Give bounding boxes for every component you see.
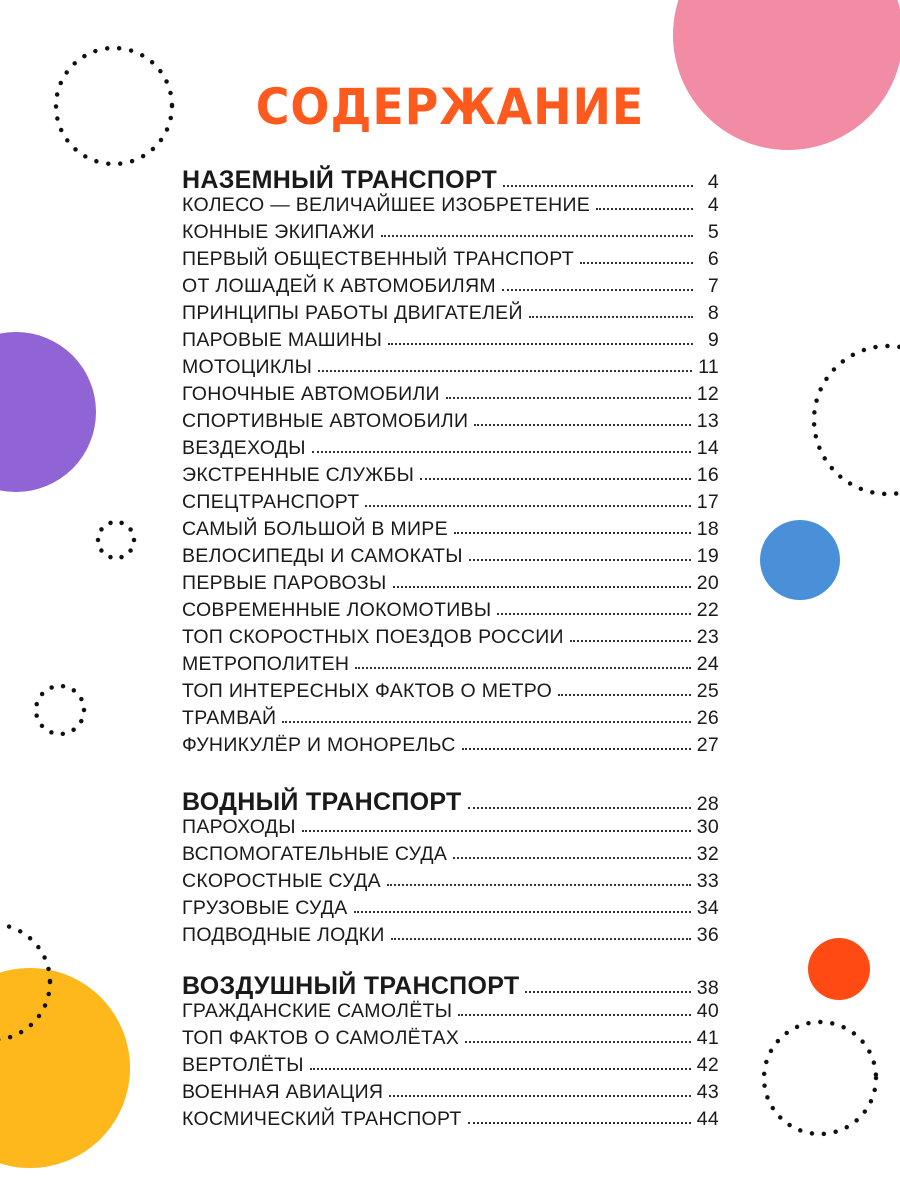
toc-entry[interactable] bbox=[182, 383, 719, 410]
toc-entry[interactable] bbox=[182, 1000, 719, 1027]
dot-leader bbox=[393, 586, 691, 588]
page-number: 44 bbox=[696, 1108, 719, 1130]
toc-entry-label: СПОРТИВНЫЕ АВТОМОБИЛИ bbox=[182, 410, 469, 432]
section-heading[interactable] bbox=[182, 166, 719, 194]
page-title: СОДЕРЖАНИЕ bbox=[255, 78, 645, 136]
dot-leader bbox=[580, 262, 693, 264]
toc-entry-label: СОВРЕМЕННЫЕ ЛОКОМОТИВЫ bbox=[182, 599, 492, 621]
toc-entry-label: ГОНОЧНЫЕ АВТОМОБИЛИ bbox=[182, 383, 440, 405]
page-number: 14 bbox=[696, 437, 719, 459]
toc-entry[interactable] bbox=[182, 329, 719, 356]
dot-leader bbox=[465, 1041, 691, 1043]
dot-leader bbox=[596, 208, 693, 210]
toc-entry[interactable] bbox=[182, 248, 719, 275]
section-heading-label: ВОЗДУШНЫЙ ТРАНСПОРТ bbox=[182, 972, 520, 1000]
dot-leader bbox=[468, 1122, 691, 1124]
toc-entry-label: ОТ ЛОШАДЕЙ К АВТОМОБИЛЯМ bbox=[182, 275, 496, 297]
dot-leader bbox=[355, 667, 690, 669]
toc-entry-label: ПЕРВЫЕ ПАРОВОЗЫ bbox=[182, 572, 387, 594]
toc-entry[interactable] bbox=[182, 1054, 719, 1081]
toc-entry[interactable] bbox=[182, 1081, 719, 1108]
toc-entry[interactable] bbox=[182, 599, 719, 626]
page-number: 6 bbox=[707, 248, 719, 270]
dotted-ring-decoration bbox=[808, 340, 900, 500]
toc-entry[interactable] bbox=[182, 653, 719, 680]
toc-entry-label: ВОЕННАЯ АВИАЦИЯ bbox=[182, 1081, 384, 1103]
blue-circle-decoration bbox=[760, 520, 840, 600]
toc-entry[interactable] bbox=[182, 1027, 719, 1054]
toc-entry-label: КОННЫЕ ЭКИПАЖИ bbox=[182, 221, 375, 243]
page-number: 42 bbox=[696, 1054, 719, 1076]
dot-leader bbox=[453, 857, 690, 859]
dot-leader bbox=[420, 478, 691, 480]
toc-entry-label: МОТОЦИКЛЫ bbox=[182, 356, 313, 378]
page-number: 30 bbox=[696, 816, 719, 838]
page-number: 23 bbox=[696, 626, 719, 648]
page-number: 43 bbox=[696, 1081, 719, 1103]
toc-entry-label: ТОП ИНТЕРЕСНЫХ ФАКТОВ О МЕТРО bbox=[182, 680, 553, 702]
toc-entry-label: ВСПОМОГАТЕЛЬНЫЕ СУДА bbox=[182, 843, 448, 865]
page-number: 18 bbox=[696, 518, 719, 540]
toc-entry[interactable] bbox=[182, 870, 719, 897]
page-number: 17 bbox=[696, 491, 719, 513]
toc-entry[interactable] bbox=[182, 410, 719, 437]
red-circle-decoration bbox=[808, 938, 870, 1000]
section-heading-label: НАЗЕМНЫЙ ТРАНСПОРТ bbox=[182, 166, 498, 194]
dot-leader bbox=[468, 807, 691, 809]
toc-entry[interactable] bbox=[182, 545, 719, 572]
page-number: 40 bbox=[696, 1000, 719, 1022]
toc-entry-label: ГРАЖДАНСКИЕ САМОЛЁТЫ bbox=[182, 1000, 453, 1022]
page-number: 34 bbox=[696, 897, 719, 919]
dot-leader bbox=[497, 613, 690, 615]
page-number: 19 bbox=[696, 545, 719, 567]
toc-entry[interactable] bbox=[182, 464, 719, 491]
toc-entry-label: ТОП СКОРОСТНЫХ ПОЕЗДОВ РОССИИ bbox=[182, 626, 564, 648]
dot-leader bbox=[381, 235, 693, 237]
toc-entry-label: ВЕЗДЕХОДЫ bbox=[182, 437, 306, 459]
page-number: 24 bbox=[696, 653, 719, 675]
page-number: 20 bbox=[696, 572, 719, 594]
toc-entry[interactable] bbox=[182, 707, 719, 734]
dot-leader bbox=[365, 505, 690, 507]
page-number: 5 bbox=[707, 221, 719, 243]
toc-entry[interactable] bbox=[182, 437, 719, 464]
dotted-ring-decoration bbox=[760, 1018, 880, 1138]
toc-entry[interactable] bbox=[182, 491, 719, 518]
toc-entry[interactable] bbox=[182, 275, 719, 302]
toc-entry[interactable] bbox=[182, 734, 719, 761]
page-number: 25 bbox=[696, 680, 719, 702]
toc-entry-label: ЭКСТРЕННЫЕ СЛУЖБЫ bbox=[182, 464, 415, 486]
dot-leader bbox=[388, 343, 693, 345]
toc-entry-label: СПЕЦТРАНСПОРТ bbox=[182, 491, 360, 513]
page-number: 9 bbox=[707, 329, 719, 351]
dot-leader bbox=[558, 694, 691, 696]
toc-entry-label: ПЕРВЫЙ ОБЩЕСТВЕННЫЙ ТРАНСПОРТ bbox=[182, 248, 574, 270]
page-number: 26 bbox=[696, 707, 719, 729]
toc-entry-label: ГРУЗОВЫЕ СУДА bbox=[182, 897, 348, 919]
page-number: 11 bbox=[698, 356, 719, 378]
section-heading[interactable] bbox=[182, 788, 719, 816]
dot-leader bbox=[458, 1014, 690, 1016]
toc-section-air-transport bbox=[182, 972, 719, 1135]
toc-entry[interactable] bbox=[182, 194, 719, 221]
dot-leader bbox=[282, 721, 690, 723]
dot-leader bbox=[525, 991, 690, 993]
dotted-ring-decoration bbox=[32, 682, 88, 738]
toc-entry-label: ФУНИКУЛЁР И МОНОРЕЛЬС bbox=[182, 734, 456, 756]
toc-entry[interactable] bbox=[182, 302, 719, 329]
toc-entry-label: ТРАМВАЙ bbox=[182, 707, 277, 729]
dot-leader bbox=[389, 1095, 690, 1097]
page-number: 41 bbox=[696, 1027, 719, 1049]
page-number: 32 bbox=[696, 843, 719, 865]
toc-entry[interactable] bbox=[182, 221, 719, 248]
page-number: 22 bbox=[696, 599, 719, 621]
page-number: 7 bbox=[707, 275, 719, 297]
page-number: 33 bbox=[696, 870, 719, 892]
toc-entry[interactable] bbox=[182, 816, 719, 843]
toc-entry[interactable] bbox=[182, 626, 719, 653]
section-heading-label: ВОДНЫЙ ТРАНСПОРТ bbox=[182, 788, 462, 816]
toc-entry[interactable] bbox=[182, 680, 719, 707]
toc-entry[interactable] bbox=[182, 356, 719, 383]
page-number: 12 bbox=[696, 383, 719, 405]
page-number: 38 bbox=[696, 977, 719, 999]
dot-leader bbox=[318, 370, 692, 372]
dot-leader bbox=[310, 1068, 691, 1070]
toc-entry-label: ВЕРТОЛЁТЫ bbox=[182, 1054, 304, 1076]
toc-entry-label: ТОП ФАКТОВ О САМОЛЁТАХ bbox=[182, 1027, 460, 1049]
toc-entry[interactable] bbox=[182, 518, 719, 545]
page-number: 36 bbox=[696, 924, 719, 946]
dot-leader bbox=[391, 938, 691, 940]
page-number: 27 bbox=[696, 734, 719, 756]
toc-entry-label: САМЫЙ БОЛЬШОЙ В МИРЕ bbox=[182, 518, 448, 540]
dot-leader bbox=[502, 289, 693, 291]
toc-entry[interactable] bbox=[182, 1108, 719, 1135]
dot-leader bbox=[454, 532, 691, 534]
toc-entry[interactable] bbox=[182, 572, 719, 599]
toc-entry-label: КОЛЕСО — ВЕЛИЧАЙШЕЕ ИЗОБРЕТЕНИЕ bbox=[182, 194, 591, 216]
toc-section-water-transport bbox=[182, 788, 719, 951]
toc-entry-label: ПОДВОДНЫЕ ЛОДКИ bbox=[182, 924, 385, 946]
dot-leader bbox=[387, 884, 691, 886]
dot-leader bbox=[570, 640, 691, 642]
dot-leader bbox=[474, 424, 690, 426]
dot-leader bbox=[503, 185, 693, 187]
toc-entry-label: МЕТРОПОЛИТЕН bbox=[182, 653, 350, 675]
dot-leader bbox=[302, 830, 691, 832]
page-number: 4 bbox=[707, 194, 719, 216]
page-number: 8 bbox=[707, 302, 719, 324]
dot-leader bbox=[354, 911, 691, 913]
toc-entry-label: ПАРОХОДЫ bbox=[182, 816, 296, 838]
dot-leader bbox=[462, 748, 691, 750]
toc-entry-label: СКОРОСТНЫЕ СУДА bbox=[182, 870, 381, 892]
page-number: 13 bbox=[696, 410, 719, 432]
toc-section-ground-transport bbox=[182, 166, 719, 761]
dot-leader bbox=[312, 451, 691, 453]
dot-leader bbox=[529, 316, 693, 318]
dotted-ring-decoration bbox=[94, 518, 138, 562]
dotted-ring-decoration bbox=[0, 920, 54, 1044]
dot-leader bbox=[469, 559, 691, 561]
page-number: 4 bbox=[707, 171, 719, 193]
toc-entry-label: ПАРОВЫЕ МАШИНЫ bbox=[182, 329, 383, 351]
page-number: 28 bbox=[696, 793, 719, 815]
dot-leader bbox=[446, 397, 691, 399]
toc-entry[interactable] bbox=[182, 843, 719, 870]
toc-entry[interactable] bbox=[182, 924, 719, 951]
section-heading[interactable] bbox=[182, 972, 719, 1000]
toc-entry-label: ВЕЛОСИПЕДЫ И САМОКАТЫ bbox=[182, 545, 463, 567]
page-number: 16 bbox=[696, 464, 719, 486]
toc-entry-label: КОСМИЧЕСКИЙ ТРАНСПОРТ bbox=[182, 1108, 462, 1130]
toc-entry-label: ПРИНЦИПЫ РАБОТЫ ДВИГАТЕЛЕЙ bbox=[182, 302, 523, 324]
purple-circle-decoration bbox=[0, 332, 96, 492]
toc-entry[interactable] bbox=[182, 897, 719, 924]
